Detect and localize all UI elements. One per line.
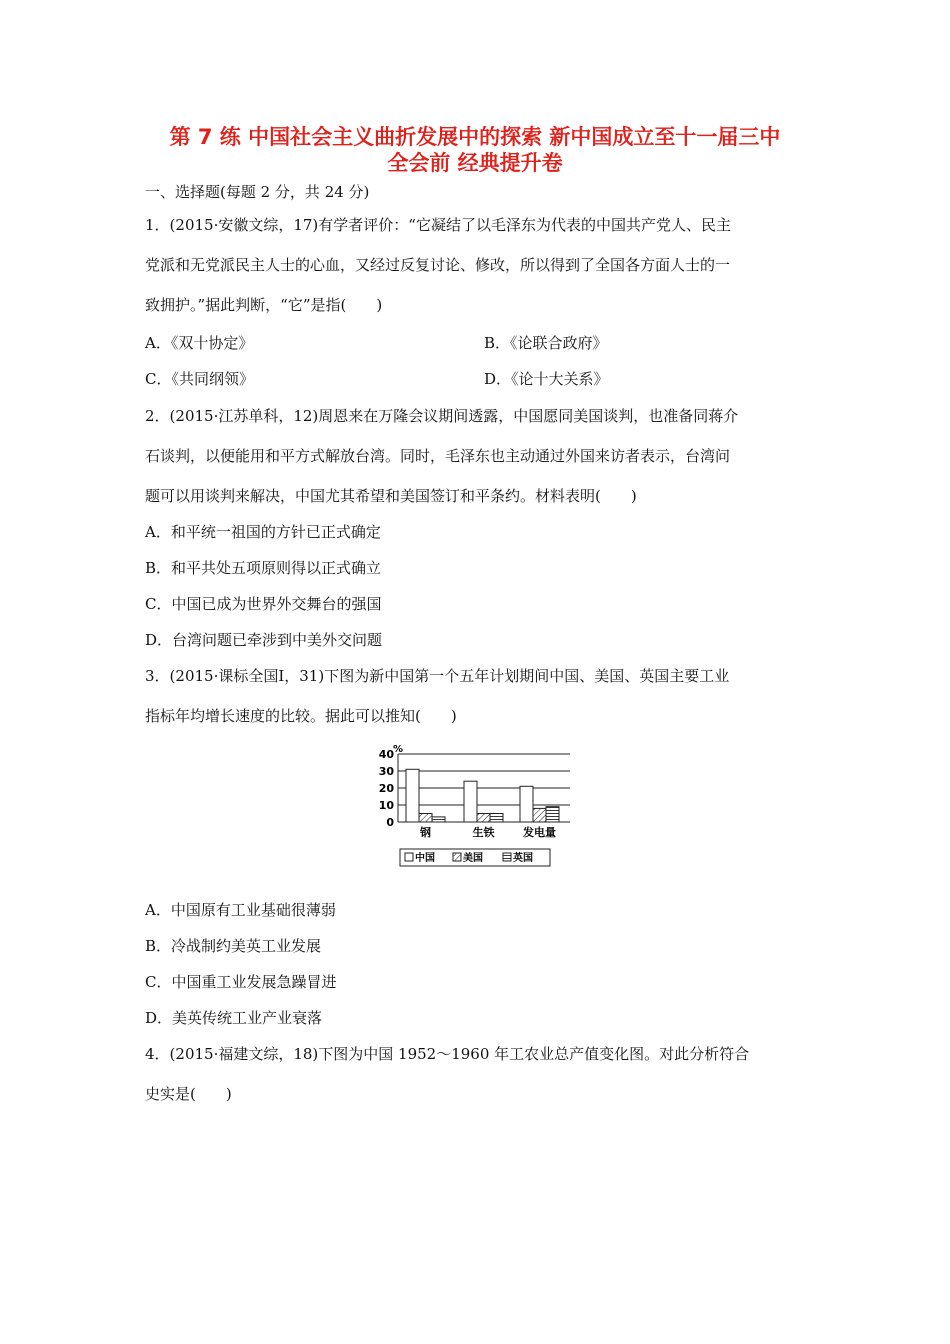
bar-钢-美国 (419, 814, 432, 823)
bar-发电量-中国 (520, 786, 533, 822)
chart-legend (400, 849, 550, 866)
q1-option-d[interactable]: D．《论十大关系》 (484, 370, 609, 388)
q1-option-a[interactable]: A．《双十协定》 (145, 334, 254, 352)
q2-option-a[interactable]: A．和平统一祖国的方针已正式确定 (145, 523, 381, 541)
page-title-line1: 第 7 练 中国社会主义曲折发展中的探索 新中国成立至十一届三中 (169, 125, 781, 149)
page-title-line2: 全会前 经典提升卷 (387, 151, 563, 175)
bar-发电量-英国 (546, 807, 559, 822)
q1-option-b[interactable]: B．《论联合政府》 (484, 334, 608, 352)
y-tick-10: 10 (378, 799, 394, 812)
q3-option-b[interactable]: B．冷战制约美英工业发展 (145, 937, 322, 955)
q3-text-line2: 指标年均增长速度的比较。据此可以推知( ) (145, 707, 457, 725)
bar-钢-英国 (432, 817, 445, 822)
legend-label-美国: 美国 (463, 853, 483, 864)
q1-text-line1: 1．(2015·安徽文综，17)有学者评价：“它凝结了以毛泽东为代表的中国共产党人、民主 (145, 216, 731, 234)
legend-label-中国: 中国 (415, 853, 435, 864)
growth-bar-chart (360, 740, 590, 870)
bar-生铁-英国 (490, 814, 503, 823)
bar-生铁-美国 (477, 814, 490, 823)
y-tick-20: 20 (378, 782, 394, 795)
legend-swatch-美国 (453, 853, 461, 861)
legend-label-英国: 英国 (513, 853, 533, 864)
section-heading: 一、选择题(每题 2 分，共 24 分) (145, 183, 370, 201)
bars (406, 769, 559, 822)
q3-option-a[interactable]: A．中国原有工业基础很薄弱 (145, 901, 336, 919)
q2-text-line3: 题可以用谈判来解决，中国尤其希望和美国签订和平条约。材料表明( ) (145, 487, 637, 505)
legend-swatch-英国 (503, 853, 511, 861)
q1-text-line2: 党派和无党派民主人士的心血，又经过反复讨论、修改，所以得到了全国各方面人士的一 (145, 256, 731, 274)
x-tick-钢: 钢 (420, 826, 431, 839)
q3-option-c[interactable]: C．中国重工业发展急躁冒进 (145, 973, 337, 991)
y-axis-unit: % (393, 744, 404, 755)
q2-text-line2: 石谈判，以便能用和平方式解放台湾。同时，毛泽东也主动通过外国来访者表示，台湾问 (145, 447, 731, 465)
legend-swatch-中国 (405, 853, 413, 861)
q1-option-c[interactable]: C．《共同纲领》 (145, 370, 254, 388)
q2-option-d[interactable]: D．台湾问题已牵涉到中美外交问题 (145, 631, 383, 649)
q3-text-line1: 3．(2015·课标全国Ⅰ，31)下图为新中国第一个五年计划期间中国、美国、英国主要工业 (145, 667, 730, 685)
bar-钢-中国 (406, 769, 419, 822)
x-tick-labels (419, 825, 556, 839)
q3-option-d[interactable]: D．美英传统工业产业衰落 (145, 1009, 323, 1027)
q2-option-b[interactable]: B．和平共处五项原则得以正式确立 (145, 559, 382, 577)
q2-option-c[interactable]: C．中国已成为世界外交舞台的强国 (145, 595, 382, 613)
x-tick-生铁: 生铁 (472, 826, 495, 839)
q4-text-line1: 4．(2015·福建文综，18)下图为中国 1952～1960 年工农业总产值变化图。对此分析符合 (145, 1045, 750, 1063)
bar-生铁-中国 (464, 781, 477, 822)
q1-text-line3: 致拥护。”据此判断，“它”是指( ) (145, 296, 383, 314)
q2-text-line1: 2．(2015·江苏单科，12)周恩来在万隆会议期间透露，中国愿同美国谈判，也准备同蒋介 (145, 407, 739, 425)
y-tick-0: 0 (386, 816, 394, 829)
y-tick-labels (379, 748, 395, 829)
y-tick-40: 40 (378, 748, 394, 761)
y-tick-30: 30 (378, 765, 394, 778)
q4-text-line2: 史实是( ) (145, 1085, 232, 1103)
bar-发电量-美国 (533, 808, 546, 822)
x-tick-发电量: 发电量 (523, 826, 556, 839)
